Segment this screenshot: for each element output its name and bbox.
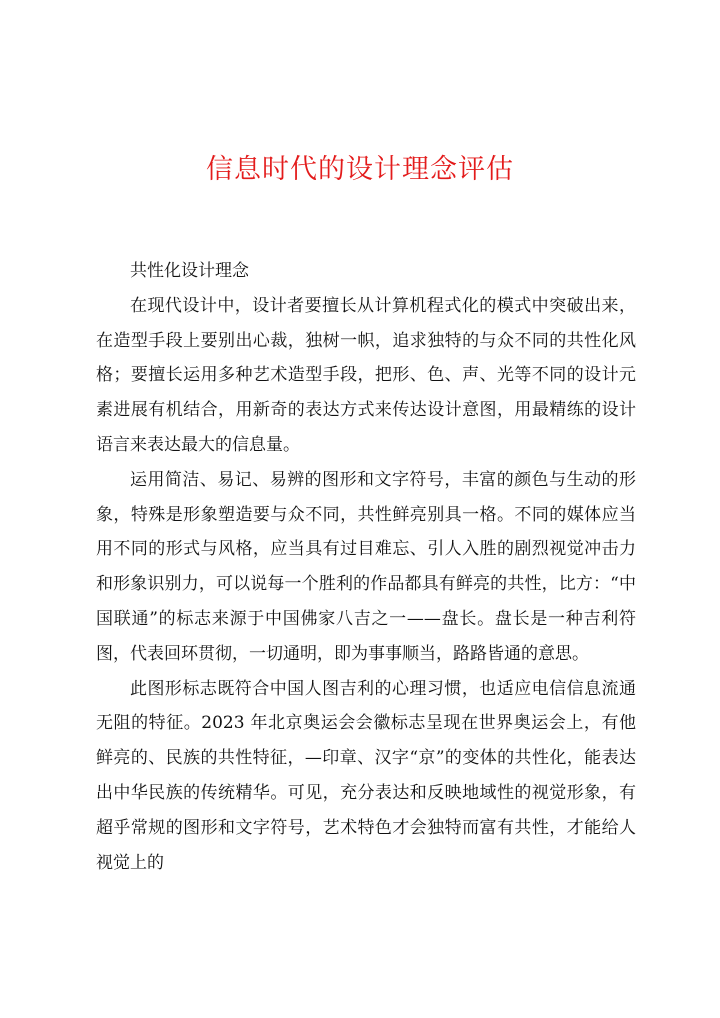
- paragraph-3: 此图形标志既符合中国人图吉利的心理习惯，也适应电信信息流通无阻的特征。2023 年北京奥运会会徽标志呈现在世界奥运会上，有他鲜亮的、民族的共性特征，—印章、汉字“京”的变体的共性化，能表达出中华民族的传统精华。可见，充分表达和反映地域性的视觉形象，有超乎常规的图形和文字符号，艺术特色才会独特而富有共性，才能给人视觉上的: [96, 678, 636, 873]
- document-title: 信息时代的设计理念评估: [206, 154, 514, 185]
- paragraph-1: 在现代设计中，设计者要擅长从计算机程式化的模式中突破出来，在造型手段上要别出心裁，独树一帜，追求独特的与众不同的共性化风格；要擅长运用多种艺术造型手段，把形、色、声、光等不同的设计元素进展有机结合，用新奇的表达方式来传达设计意图，用最精练的设计语言来表达最大的信息量。: [96, 295, 636, 455]
- section-heading: 共性化设计理念: [130, 261, 249, 281]
- paragraph-2: 运用简洁、易记、易辨的图形和文字符号，丰富的颜色与生动的形象，特殊是形象塑造要与众不同，共性鲜亮别具一格。不同的媒体应当用不同的形式与风格，应当具有过目难忘、引人入胜的剧烈视觉冲击力和形象识别力，可以说每一个胜利的作品都具有鲜亮的共性，比方：“中国联通”的标志来源于中国佛家八吉之一——盘长。盘长是一种吉利符图，代表回环贯彻，一切通明，即为事事顺当，路路皆通的意思。: [96, 469, 636, 664]
- document-body: [96, 254, 636, 880]
